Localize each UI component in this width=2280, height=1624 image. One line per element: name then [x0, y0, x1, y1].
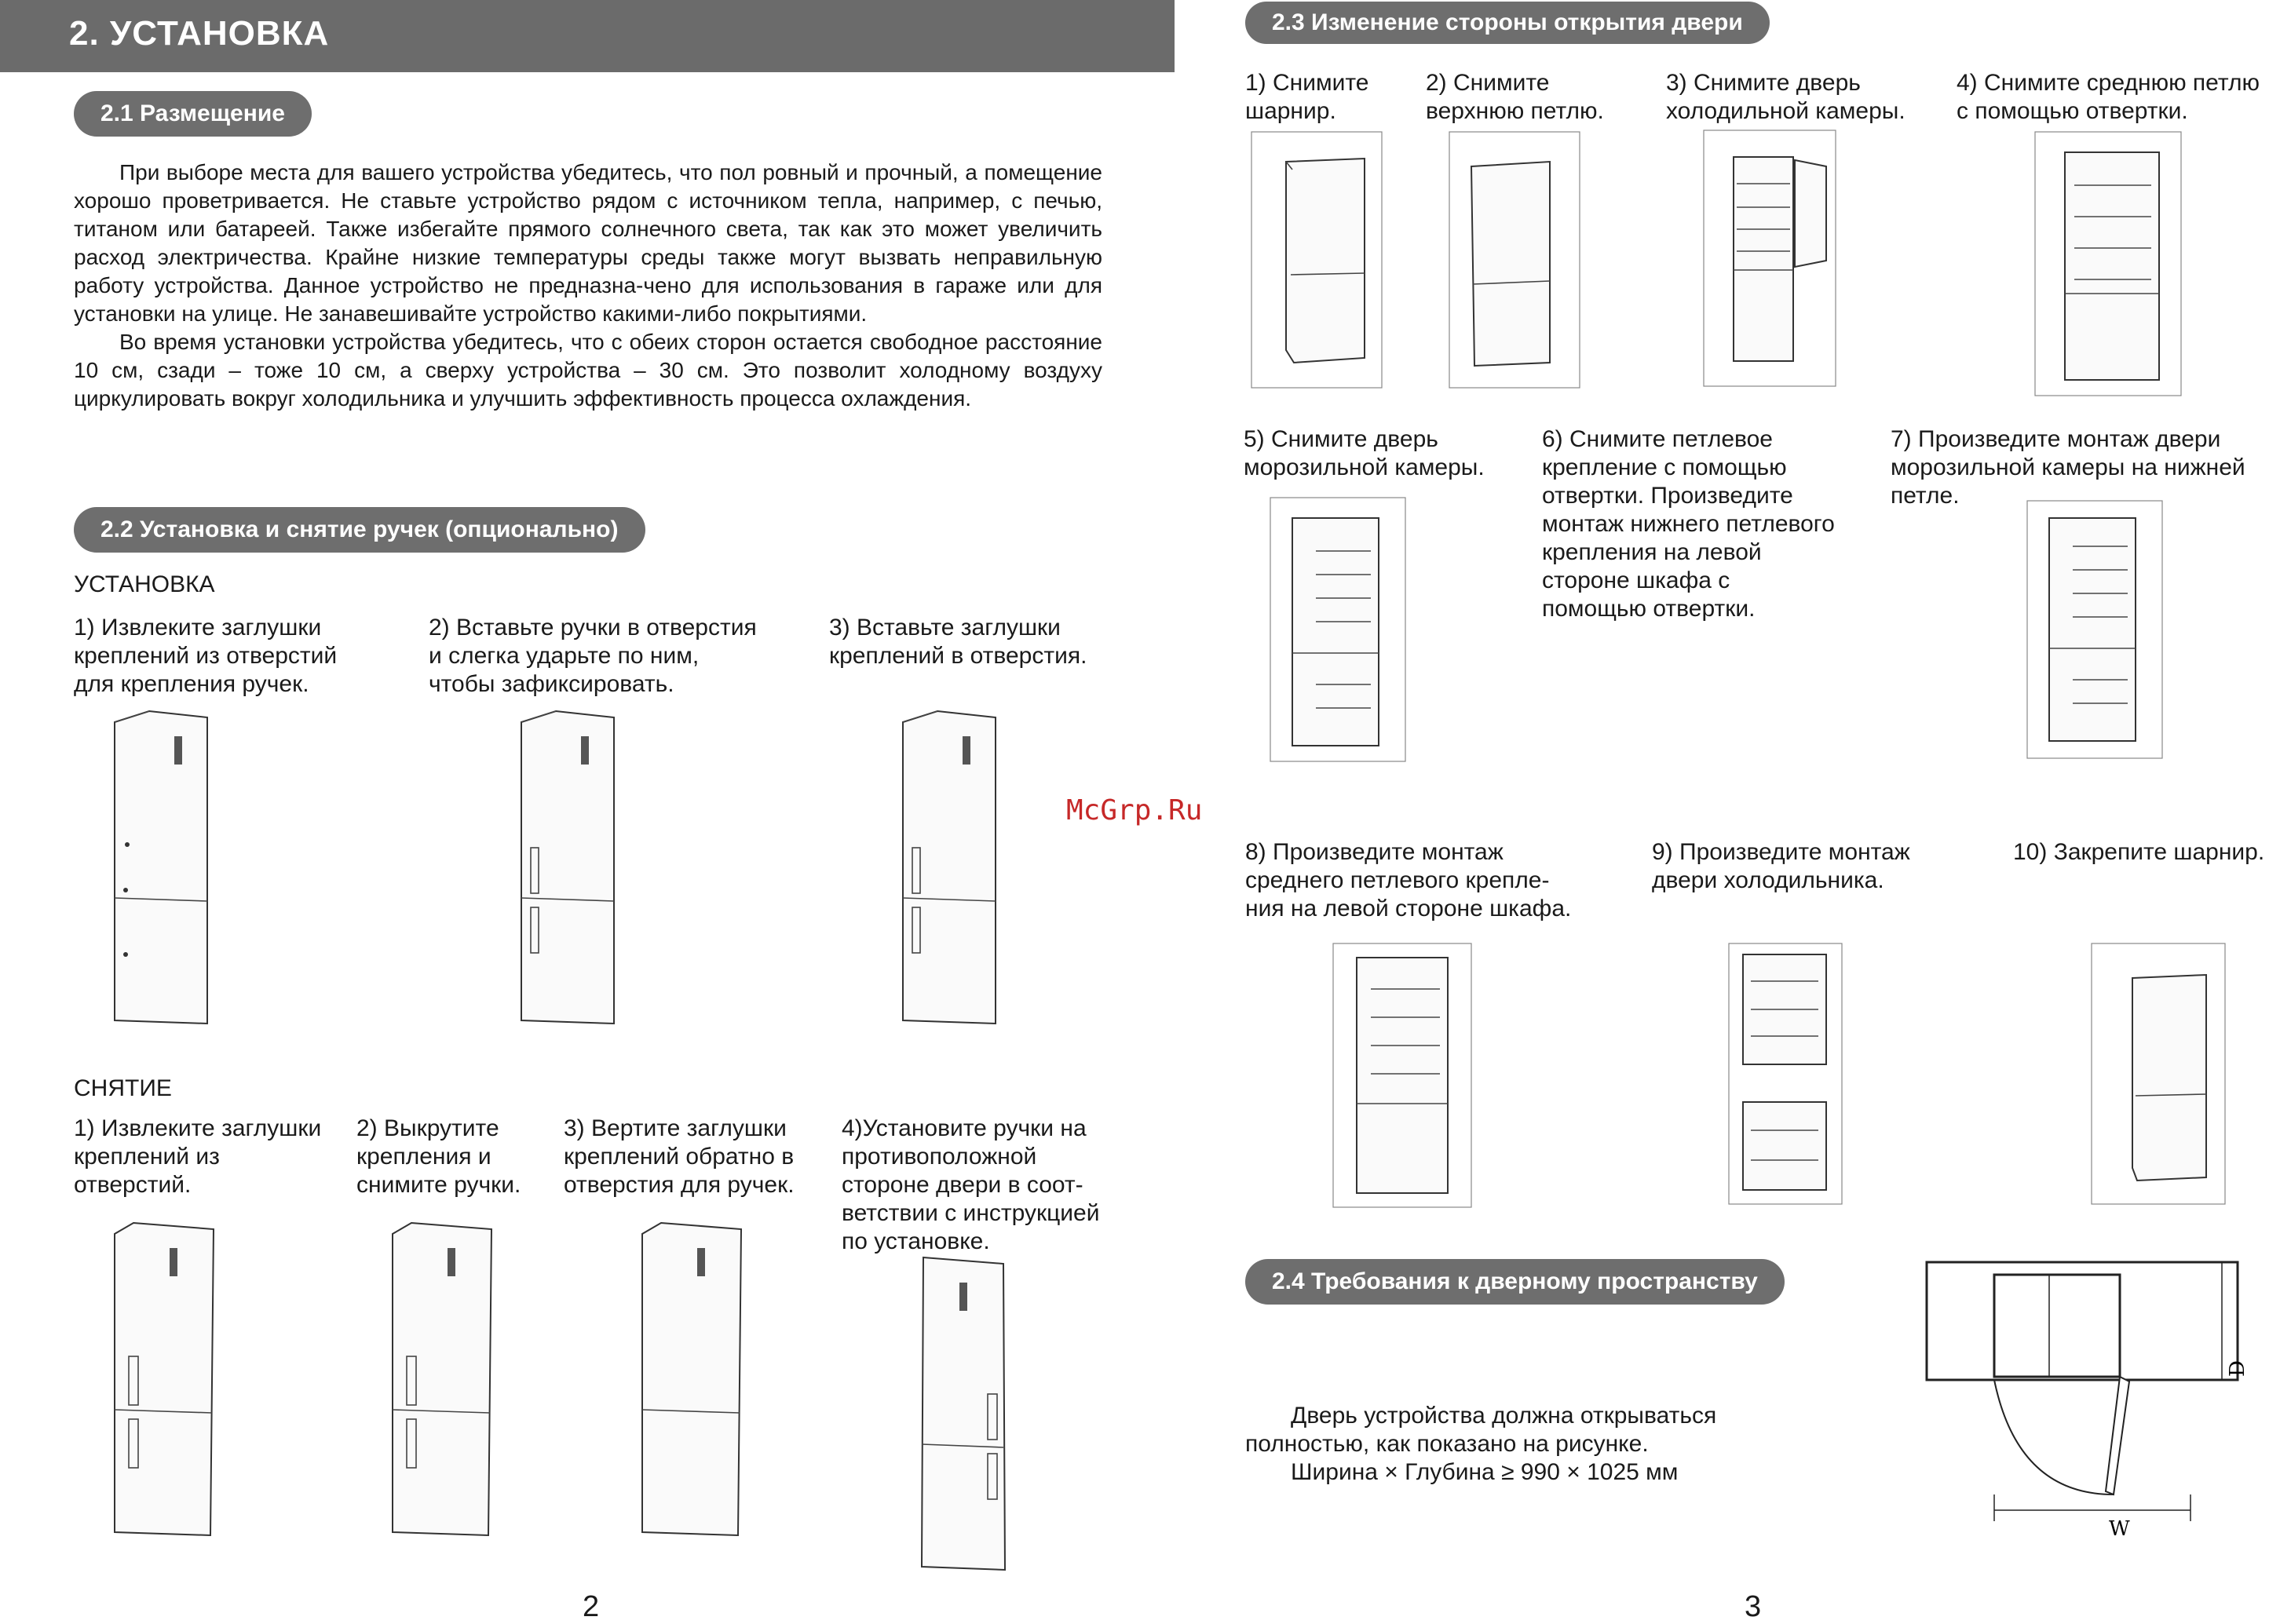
door-step-10-drawing	[2090, 942, 2227, 1206]
door-step-8-drawing	[1332, 942, 1473, 1209]
install-label: УСТАНОВКА	[74, 571, 215, 597]
remove-label: СНЯТИЕ	[74, 1075, 172, 1101]
remove-step-3-fridge-drawing	[630, 1218, 755, 1542]
placement-paragraph-1: При выборе места для вашего устройства убедитесь, что пол ровный и прочный, а помещение хорошо проветривается. Не ставьте устройство рядом с источником тепла, например, с печью, титаном или батареей. Также избегайте прямого солнечного света, так как это может увеличить расход электричества. Крайне низкие температуры среды также могут вызвать неправильную работу устройства. Данное устройство не предназна-чено для использования в гараже или для установки на улице. Не занавешивайте устройство какими-либо покрытиями.	[74, 160, 1102, 326]
placement-paragraph-2: Во время установки устройства убедитесь, что с обеих сторон остается свободное расстояние 10 см, сзади – тоже 10 см, а сверху устройства – 30 см. Это позволит холодному воздуху циркулировать вокруг холодильника и улучшить эффективность процесса охлаждения.	[74, 330, 1102, 411]
door-step-4-drawing	[2033, 130, 2183, 397]
remove-step-4-fridge-drawing	[911, 1253, 1036, 1576]
remove-step-3: 3) Вертите заглушки креплений обратно в отверстия для ручек.	[564, 1115, 795, 1198]
install-step-2: 2) Вставьте ручки в отверстия и слегка ударьте по ним, чтобы зафиксировать.	[429, 615, 757, 697]
door-step-5-drawing	[1269, 496, 1407, 763]
door-step-6: 6) Снимите петлевое крепление с помощью отвертки. Произведите монтаж нижнего петлевого крепления на левой стороне шкафа с помощью отвертки.	[1542, 426, 1835, 622]
door-step-3: 3) Снимите дверь холодильной камеры.	[1666, 70, 1905, 124]
door-step-2: 2) Снимите верхнюю петлю.	[1426, 70, 1604, 124]
section-title: 2. УСТАНОВКА	[69, 14, 330, 53]
heading-door-space: 2.4 Требования к дверному пространству	[1245, 1259, 1785, 1305]
heading-placement: 2.1 Размещение	[74, 91, 312, 137]
door-space-line-3: Ширина × Глубина ≥ 990 × 1025 мм	[1291, 1459, 1679, 1485]
door-step-3-drawing	[1702, 129, 1837, 388]
install-step-1-fridge-drawing	[102, 706, 228, 1030]
door-step-2-drawing	[1448, 130, 1581, 389]
diagram-label-width: W	[2109, 1517, 2130, 1541]
door-step-5: 5) Снимите дверь морозильной камеры.	[1244, 426, 1485, 480]
door-step-9-drawing	[1727, 942, 1843, 1206]
door-step-7-drawing	[2026, 499, 2164, 760]
install-step-3: 3) Вставьте заглушки креплений в отверстия.	[829, 615, 1087, 669]
door-space-diagram	[1924, 1259, 2253, 1542]
watermark: McGrp.Ru	[1066, 794, 1203, 827]
remove-step-2: 2) Выкрутите крепления и снимите ручки.	[356, 1115, 521, 1198]
placement-text	[74, 159, 1102, 413]
door-step-1: 1) Снимите шарнир.	[1245, 70, 1369, 124]
heading-door-reversal: 2.3 Изменение стороны открытия двери	[1245, 2, 1770, 44]
door-step-10: 10) Закрепите шарнир.	[2013, 839, 2265, 865]
door-step-7: 7) Произведите монтаж двери морозильной камеры на нижней петле.	[1891, 426, 2245, 509]
heading-handles: 2.2 Установка и снятие ручек (опционально)	[74, 507, 645, 553]
door-step-4: 4) Снимите среднюю петлю с помощью отвертки.	[1957, 70, 2260, 124]
door-space-line-2: полностью, как показано на рисунке.	[1245, 1431, 1649, 1457]
install-step-2-fridge-drawing	[509, 706, 634, 1030]
door-step-9: 9) Произведите монтаж двери холодильника.	[1652, 839, 1910, 893]
install-step-1: 1) Извлеките заглушки креплений из отверстий для крепления ручек.	[74, 615, 338, 697]
remove-step-2-fridge-drawing	[380, 1218, 506, 1542]
door-step-1-drawing	[1250, 130, 1383, 389]
door-step-8: 8) Произведите монтаж среднего петлевого крепле- ния на левой стороне шкафа.	[1245, 839, 1572, 921]
door-space-text	[1245, 1402, 1716, 1487]
remove-step-4: 4)Установите ручки на противоположной стороне двери в соот- ветствии с инструкцией по установке.	[842, 1115, 1100, 1254]
door-space-line-1: Дверь устройства должна открываться	[1291, 1403, 1717, 1429]
install-step-3-fridge-drawing	[890, 706, 1016, 1030]
page-number-left: 2	[583, 1590, 600, 1623]
remove-step-1-fridge-drawing	[102, 1218, 228, 1542]
diagram-label-depth: D	[2226, 1360, 2249, 1377]
remove-step-1: 1) Извлеките заглушки креплений из отверстий.	[74, 1115, 322, 1198]
page-number-right: 3	[1745, 1590, 1762, 1623]
